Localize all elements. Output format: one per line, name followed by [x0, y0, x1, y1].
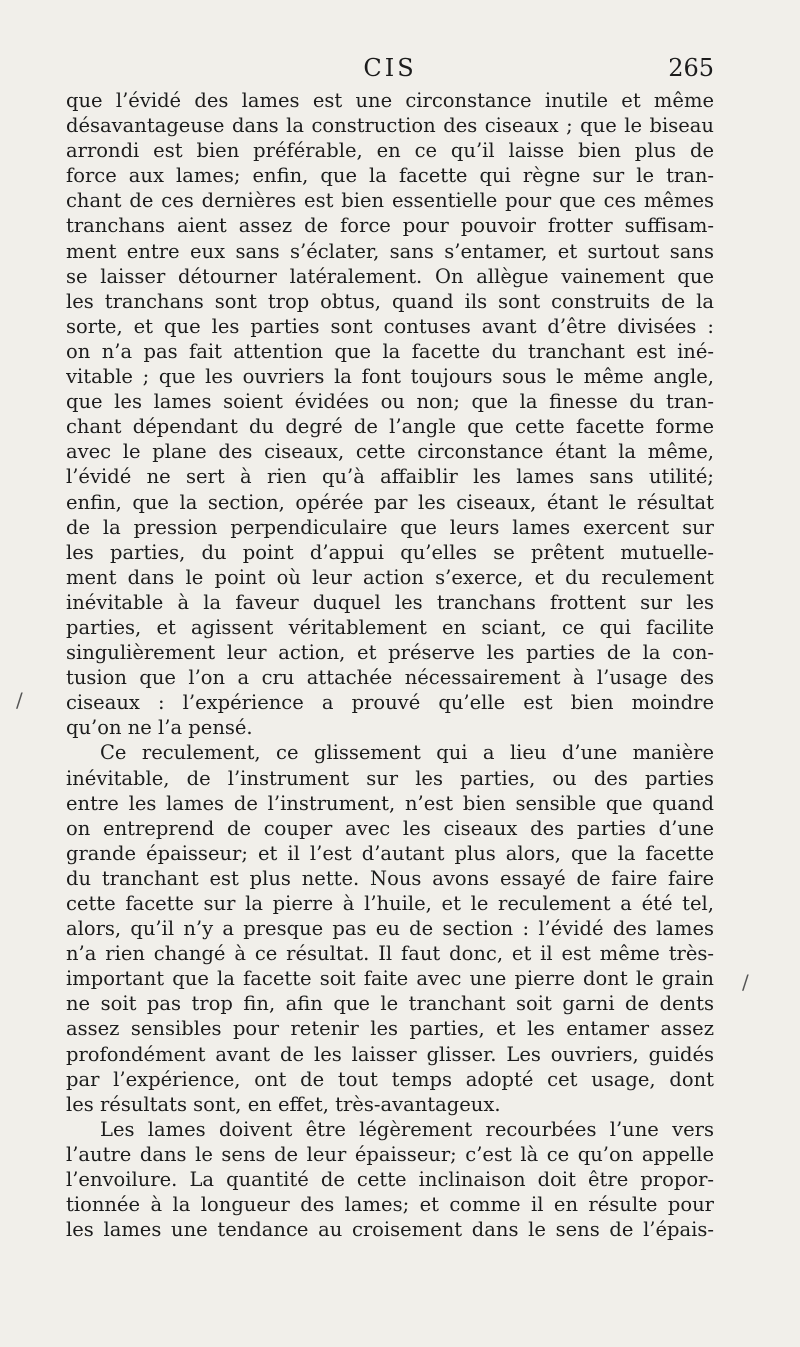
- page-header: [66, 52, 714, 86]
- text-line: grande épaisseur; et il l’est d’autant plus alors, que la facette: [66, 841, 714, 865]
- text-line: avec le plane des ciseaux, cette circonstance étant la même,: [66, 440, 714, 464]
- text-line: ne soit pas trop fin, afin que le tranchant soit garni de dents: [66, 992, 714, 1016]
- text-line: Les lames doivent être légèrement recourbées l’une vers: [100, 1117, 714, 1141]
- text-line: important que la facette soit faite avec une pierre dont le grain: [66, 967, 714, 991]
- text-line: de la pression perpendiculaire que leurs lames exercent sur: [66, 515, 714, 539]
- text-line: cette facette sur la pierre à l’huile, et le reculement a été tel,: [66, 892, 714, 915]
- text-line: on n’a pas fait attention que la facette du tranchant est iné-: [66, 339, 714, 363]
- text-line: ment entre eux sans s’éclater, sans s’entamer, et surtout sans: [66, 239, 714, 263]
- text-line: chant de ces dernières est bien essentielle pour que ces mêmes: [66, 189, 714, 213]
- text-line: les tranchans sont trop obtus, quand ils sont construits de la: [66, 289, 714, 313]
- text-line: par l’expérience, ont de tout temps adopté cet usage, dont: [66, 1067, 714, 1091]
- text-line: qu’on ne l’a pensé.: [66, 716, 253, 740]
- text-line: que l’évidé des lames est une circonstance inutile et même: [66, 89, 714, 112]
- text-line: Ce reculement, ce glissement qui a lieu d’une manière: [100, 741, 714, 765]
- text-line: l’envoilure. La quantité de cette inclinaison doit être propor-: [66, 1168, 714, 1192]
- text-line: les parties, du point d’appui qu’elles se prêtent mutuelle-: [66, 540, 714, 564]
- text-line: se laisser détourner latéralement. On allègue vainement que: [66, 264, 714, 288]
- text-line: tusion que l’on a cru attachée nécessairement à l’usage des: [66, 666, 714, 690]
- text-line: vitable ; que les ouvriers la font toujours sous le même angle,: [66, 365, 714, 389]
- text-line: les résultats sont, en effet, très-avantageux.: [66, 1092, 501, 1116]
- text-line: entre les lames de l’instrument, n’est bien sensible que quand: [66, 791, 714, 815]
- text-line: que les lames soient évidées ou non; que la finesse du tran-: [66, 390, 714, 414]
- text-line: désavantageuse dans la construction des ciseaux ; que le biseau: [66, 114, 714, 138]
- text-line: profondément avant de les laisser glisser. Les ouvriers, guidés: [66, 1042, 714, 1066]
- running-head: CIS: [363, 54, 417, 82]
- body-text: [66, 88, 714, 1242]
- margin-mark: /: [742, 970, 749, 994]
- text-line: tranchans aient assez de force pour pouvoir frotter suffisam-: [66, 214, 714, 238]
- text-line: sorte, et que les parties sont contuses avant d’être divisées :: [66, 314, 714, 338]
- margin-mark: /: [16, 688, 23, 712]
- text-line: l’autre dans le sens de leur épaisseur; c’est là ce qu’on appelle: [66, 1142, 714, 1166]
- text-line: tionnée à la longueur des lames; et comme il en résulte pour: [66, 1193, 714, 1217]
- text-line: ment dans le point où leur action s’exerce, et du reculement: [66, 565, 714, 589]
- text-line: force aux lames; enfin, que la facette qui règne sur le tran-: [66, 164, 714, 188]
- text-line: parties, et agissent véritablement en sciant, ce qui facilite: [66, 615, 714, 639]
- text-line: alors, qu’il n’y a presque pas eu de section : l’évidé des lames: [66, 917, 714, 941]
- text-line: chant dépendant du degré de l’angle que cette facette forme: [66, 415, 714, 439]
- text-line: du tranchant est plus nette. Nous avons essayé de faire faire: [66, 866, 714, 890]
- text-line: singulièrement leur action, et préserve les parties de la con-: [66, 641, 714, 665]
- text-line: inévitable, de l’instrument sur les parties, ou des parties: [66, 766, 714, 790]
- text-line: l’évidé ne sert à rien qu’à affaiblir les lames sans utilité;: [66, 465, 714, 489]
- text-line: les lames une tendance au croisement dans le sens de l’épais-: [66, 1218, 714, 1242]
- text-line: assez sensibles pour retenir les parties, et les entamer assez: [66, 1017, 714, 1041]
- text-line: arrondi est bien préférable, en ce qu’il laisse bien plus de: [66, 139, 714, 163]
- text-line: enfin, que la section, opérée par les ciseaux, étant le résultat: [66, 490, 714, 514]
- page-number: 265: [668, 54, 714, 82]
- text-line: inévitable à la faveur duquel les tranchans frottent sur les: [66, 590, 714, 614]
- text-line: n’a rien changé à ce résultat. Il faut donc, et il est même très-: [66, 942, 714, 966]
- text-line: ciseaux : l’expérience a prouvé qu’elle est bien moindre: [66, 691, 714, 715]
- text-line: on entreprend de couper avec les ciseaux des parties d’une: [66, 816, 714, 840]
